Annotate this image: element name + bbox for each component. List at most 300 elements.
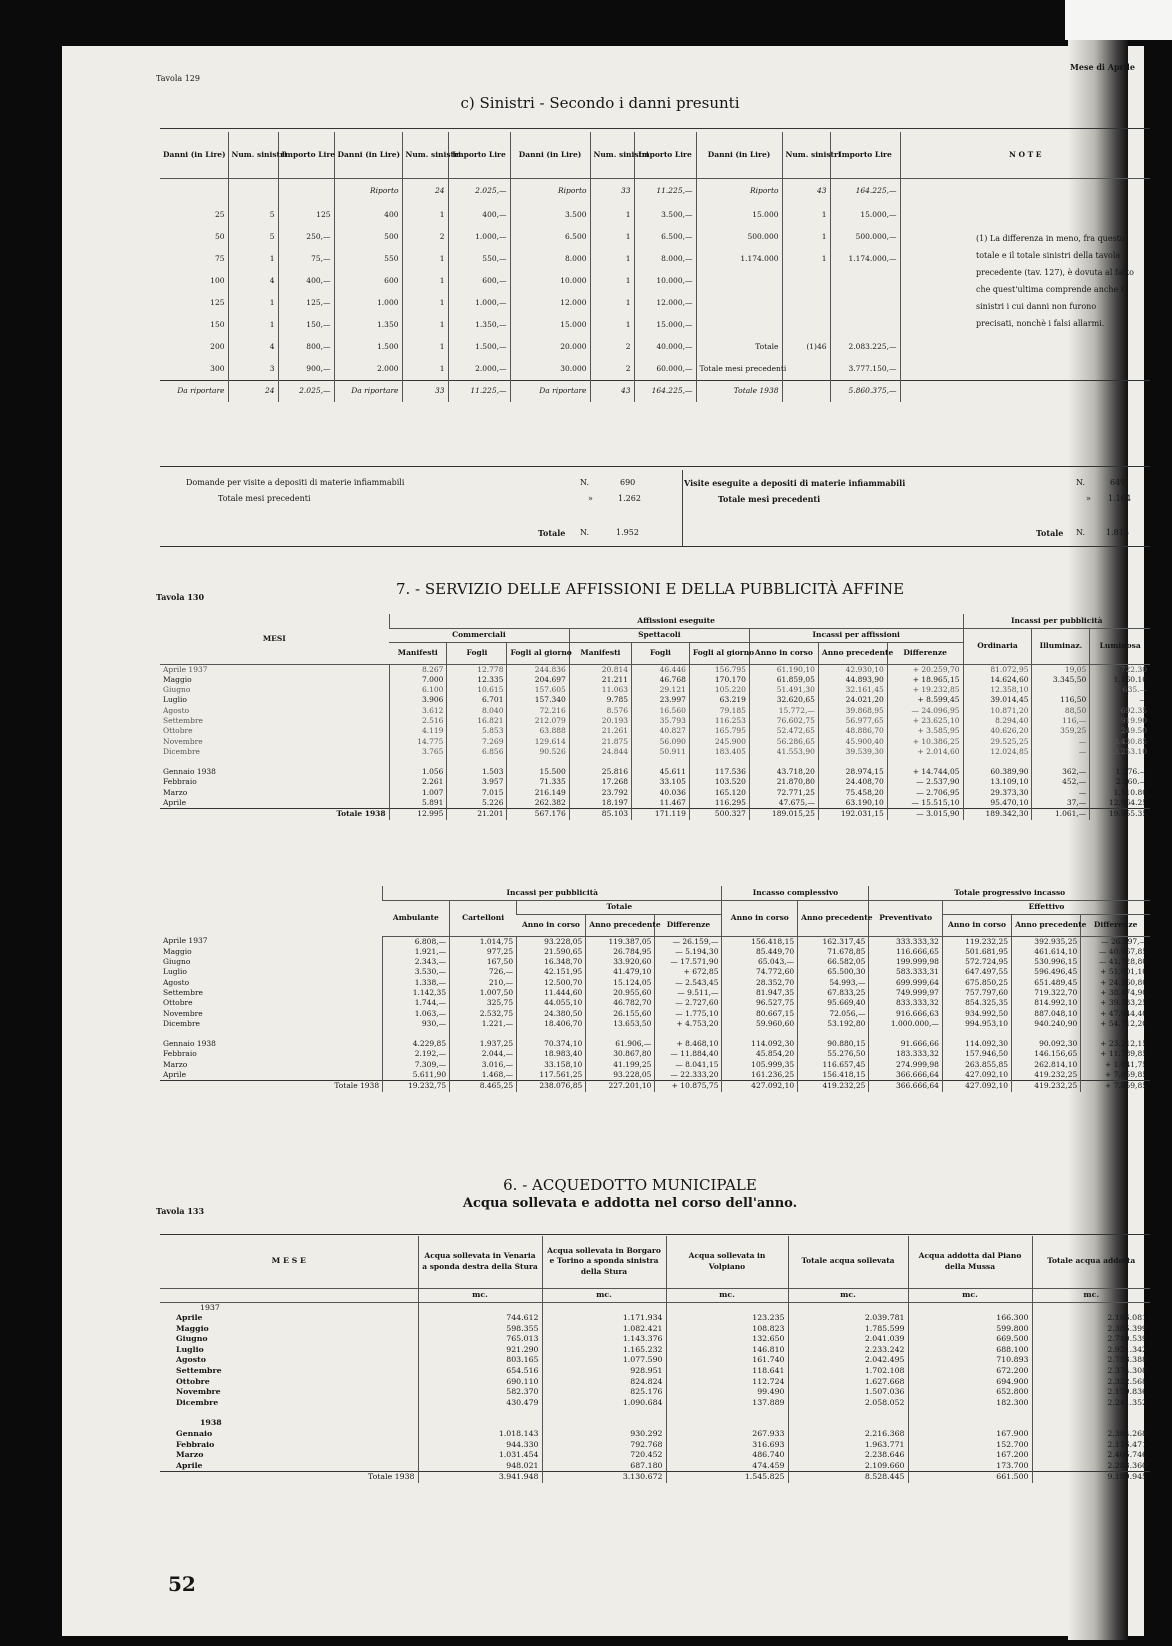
table-cell: Agosto [176,1355,206,1365]
table-cell: 45.611 [632,767,690,777]
incassi-col-header: Anno precedente [586,914,655,936]
table-cell: 25 [214,209,225,219]
table-cell: 1.142,35 [383,988,450,998]
table-cell: 108.823 [666,1324,788,1335]
table-cell: + 8.599,45 [887,695,963,705]
table-cell: 15.124,05 [586,978,655,988]
table-cell: 1.174.000,— [830,248,900,270]
table-cell: 85.103 [569,809,631,820]
table-cell [542,1418,666,1429]
table-cell: 72.216 [507,706,569,716]
table-cell: — 2.727,60 [655,998,722,1008]
table-cell: 5.860.375,— [830,380,900,402]
table-cell: 12.000 [510,292,590,314]
table-cell: 156.795 [689,664,749,675]
table-cell: 3.612 [389,706,447,716]
table-cell: 688.100 [908,1345,1032,1356]
table-cell: 3 [228,358,278,380]
table-cell: 8.000 [510,248,590,270]
table-cell: 2.753.388 [1032,1355,1150,1366]
table-cell: 7.000 [389,675,447,685]
table-cell: Totale 1938 [696,380,782,402]
table-cell: 245.900 [689,737,749,747]
table-cell: Totale 1938 [160,1081,383,1092]
incassi-col-header: Preventivato [869,900,942,936]
affissioni-col-header: Differenze [887,642,963,664]
table-cell: 216.149 [507,788,569,798]
table-cell: 1.921,— [383,947,450,957]
table-cell [586,1029,655,1039]
table-cell: 300 [210,363,225,373]
da-riportare-row [160,380,1150,402]
table-cell: — 26.159,— [655,936,722,947]
table-cell: 249.50 [1090,726,1150,736]
table-cell: 1.031.454 [418,1450,542,1461]
col-incassi-pubbl: Incassi per pubblicità [383,886,722,900]
table-cell: 114.092,30 [722,1039,798,1049]
table-cell: + 10.875,75 [655,1081,722,1092]
table-cell: 1.000,— [448,226,510,248]
table-cell: Dicembre [176,1397,219,1407]
affissioni-row [160,798,1150,809]
table-cell: 6.701 [447,695,507,705]
table-cell: Riporto [334,178,402,204]
table-cell: 1 [402,314,448,336]
table-cell: 116.666,65 [869,947,942,957]
visite-l2-v: 1.262 [618,494,641,503]
table-cell: 1.077.590 [542,1355,666,1366]
table-cell: Ottobre [176,1376,210,1386]
table-cell: 6.500,— [634,226,696,248]
affissioni-title: 7. - SERVIZIO DELLE AFFISSIONI E DELLA PUBBLICITÀ AFFINE [395,580,905,598]
table-cell: 749.999,97 [869,988,942,998]
table-cell [798,1029,869,1039]
affissioni-col-header: Fogli al giorno [689,642,749,664]
table-cell: 833.333,32 [869,998,942,1008]
table-cell: 112.724 [666,1377,788,1388]
table-cell: 1.082.421 [542,1324,666,1335]
table-cell: 167.200 [908,1450,1032,1461]
table-cell: 366.666,64 [869,1070,942,1081]
table-cell: Aprile [163,1070,187,1080]
affissioni-col-header: Fogli [447,642,507,664]
table-cell: 2.000 [334,358,402,380]
table-cell [418,1418,542,1429]
table-cell: Luglio [163,967,187,977]
affissioni-row [160,664,1150,675]
table-cell: 2.000,— [448,358,510,380]
table-cell [1032,685,1090,695]
table-cell: 16.821 [447,716,507,726]
table-cell: 2.039.781 [788,1313,908,1324]
col-incassi-pubblicita: Incassi per pubblicità [963,614,1150,628]
table-cell: + 51.001,10 [1081,967,1150,977]
table-cell [632,757,690,767]
table-cell: 29.121 [632,685,690,695]
table-cell [782,314,830,336]
table-cell: 652.800 [908,1387,1032,1398]
table-cell: Settembre [163,987,203,997]
table-cell: 1.338,— [383,978,450,988]
incassi-col-header: Anno in corso [722,900,798,936]
table-cell: — 3.015,90 [887,809,963,820]
table-cell: Gennaio 1938 [163,1039,216,1049]
table-cell: 15.772,— [749,706,818,716]
table-cell: 43.718,20 [749,767,818,777]
table-cell: 16.560 [632,706,690,716]
table-cell: 66.582,05 [798,957,869,967]
affissioni-row [160,767,1150,777]
table-cell: 39.539,30 [818,747,887,757]
table-cell: 887.048,10 [1012,1009,1081,1019]
table-cell: Totale 1938 [160,809,389,820]
table-cell: 3.016,— [450,1060,517,1070]
table-cell: + 19.232,85 [887,685,963,695]
incassi-row [160,1039,1150,1049]
table-cell: 189.342,30 [963,809,1032,820]
table-cell [160,1029,383,1039]
col-totale-progressivo: Totale progressivo incasso [869,886,1150,900]
table-cell: Da riportare [334,380,402,402]
table-cell: Settembre [176,1366,222,1376]
table-cell: 600,— [448,270,510,292]
table-cell [1081,1029,1150,1039]
table-cell: + 4.753,20 [655,1019,722,1029]
table-cell: 71.335 [507,777,569,787]
table-cell: 32.161,45 [818,685,887,695]
table-cell: 1.503 [447,767,507,777]
table-cell: 1.061,— [1032,809,1090,820]
table-cell: 18.406,70 [517,1019,586,1029]
table-cell: 25.816 [569,767,631,777]
table-cell: Totale mesi precedenti [696,358,782,380]
table-cell: 1.937,25 [450,1039,517,1049]
table-cell: 118.641 [666,1366,788,1377]
table-cell: 8.528.445 [788,1472,908,1483]
table-cell: 71.678,85 [798,947,869,957]
table-cell: 12.000,— [634,292,696,314]
table-cell: 262.382 [507,798,569,809]
table-cell: 90.526 [507,747,569,757]
table-cell: 916.666,63 [869,1009,942,1019]
table-cell: 1.500,— [448,336,510,358]
affissioni-total-row [160,809,1150,820]
affissioni-row [160,685,1150,695]
table-cell: 5.611,90 [383,1070,450,1081]
note-cell [900,178,1150,204]
table-cell: 1.744,— [383,998,450,1008]
table-cell: 24.021,20 [818,695,887,705]
table-cell: 977,25 [450,947,517,957]
table-cell: 65.043,— [722,957,798,967]
table-cell: + 7.859,85 [1081,1081,1150,1092]
table-cell: 24 [402,178,448,204]
table-cell: 1 [782,248,830,270]
table-cell: 166.300 [908,1313,1032,1324]
table-cell: Da riportare [510,380,590,402]
month-label: Mese di Aprile [1070,62,1135,72]
table-cell: 5.891 [389,798,447,809]
table-cell: 15.500 [507,767,569,777]
table-cell: 105.220 [689,685,749,695]
affissioni-col-header: Manifesti [389,642,447,664]
note-cell [900,380,1150,402]
table-cell [666,1418,788,1429]
table-cell: 41.553,90 [749,747,818,757]
table-cell: 15.000,— [634,314,696,336]
table-cell: 19.232,75 [383,1081,450,1092]
table-cell: 204.697 [507,675,569,685]
acqua-row [160,1334,1150,1345]
table-cell: Totale [696,336,782,358]
col-incassi-affissioni: Incassi per affissioni [749,628,963,642]
table-cell: 45.854,20 [722,1049,798,1059]
table-cell: 2.160.— [1090,777,1150,787]
visite-l3-n: N. [580,528,590,537]
table-cell: 146.156,65 [1012,1049,1081,1059]
table-cell: 661.500 [908,1472,1032,1483]
table-cell: 419.232,25 [1012,1070,1081,1081]
col-totale: Totale [517,900,722,914]
acqua-row [160,1461,1150,1472]
table-cell: 99.490 [666,1387,788,1398]
table-cell [160,757,389,767]
sinistri-col-header: Importo Lire [830,132,900,178]
acqua-row [160,1387,1150,1398]
table-cell: Novembre [163,1008,203,1018]
incassi-row [160,957,1150,967]
table-cell: 854.325,35 [942,998,1011,1008]
acqua-col-header: Totale acqua addotta [1032,1236,1150,1288]
table-cell: 792.768 [542,1440,666,1451]
table-cell [830,314,900,336]
table-cell: Maggio [163,946,192,956]
visite-r1-v: 649 [1110,478,1126,487]
table-cell: 125 [210,297,225,307]
col-effettivo: Effettivo [942,900,1150,914]
table-cell: 6.500 [510,226,590,248]
acqua-row [160,1324,1150,1335]
table-cell: 800,— [278,336,334,358]
table-cell: 13.653,50 [586,1019,655,1029]
acqua-table [160,1236,1150,1483]
table-cell [418,1302,542,1313]
table-cell: 156.418,15 [722,936,798,947]
table-cell: 1.000.000,— [869,1019,942,1029]
table-cell: 2.385.399 [1032,1324,1150,1335]
table-cell: 692.35 [1090,706,1150,716]
table-cell: 75,— [278,248,334,270]
table-cell [689,757,749,767]
sinistri-col-header: Num. sinistri [402,132,448,178]
affissioni-row [160,706,1150,716]
table-cell: 7.269 [447,737,507,747]
incassi-row [160,1060,1150,1070]
table-cell: 41.479,10 [586,967,655,977]
table-cell: + 14.744,05 [887,767,963,777]
table-cell: 8.465,25 [450,1081,517,1092]
table-cell: 930,— [383,1019,450,1029]
visite-r3-n: N. [1076,528,1086,537]
tavola-133: Tavola 133 [156,1206,205,1216]
table-cell: Riporto [510,178,590,204]
incassi-col-header: Anno in corso [517,914,586,936]
table-cell: 14.775 [389,737,447,747]
table-cell: 400,— [448,204,510,226]
table-cell: — 41.728,80 [1081,957,1150,967]
table-cell: 2.109.660 [788,1461,908,1472]
table-cell: 30.867,80 [586,1049,655,1059]
table-cell: 2.241.352 [1032,1398,1150,1409]
table-cell: 45.900,40 [818,737,887,747]
table-cell: 47.675,— [749,798,818,809]
table-cell: 227.201,10 [586,1081,655,1092]
table-cell: 1.545.825 [666,1472,788,1483]
acqua-unit: mc. [788,1288,908,1302]
page-number: 52 [168,1572,196,1596]
table-cell [569,757,631,767]
table-cell: 165.120 [689,788,749,798]
table-cell: 1.350 [334,314,402,336]
table-cell [696,270,782,292]
visite-r2-v: 1.164 [1108,494,1131,503]
tavola-130: Tavola 130 [156,592,205,602]
table-cell: Agosto [163,977,190,987]
table-cell: 400 [334,204,402,226]
table-cell: 46.768 [632,675,690,685]
table-cell: 500.000,— [830,226,900,248]
table-cell: 170.170 [689,675,749,685]
table-cell: 90.880,15 [798,1039,869,1049]
table-cell: 359,25 [1032,726,1090,736]
table-cell: Dicembre [163,746,200,756]
table-cell: 5 [228,226,278,248]
table-cell: 2.233.242 [788,1345,908,1356]
incassi-row [160,998,1150,1008]
sinistri-col-header: Danni (in Lire) [696,132,782,178]
table-cell: 40.000,— [634,336,696,358]
table-cell: 1 [402,336,448,358]
acqua-unit: mc. [542,1288,666,1302]
table-cell: Dicembre [163,1018,200,1028]
table-cell [782,270,830,292]
table-cell: 2 [402,226,448,248]
rule [160,128,1150,129]
acqua-unit: mc. [666,1288,788,1302]
table-cell: 2.192,— [383,1049,450,1059]
sinistri-col-header: Danni (in Lire) [334,132,402,178]
table-cell: 2.116.471 [1032,1440,1150,1451]
table-cell [782,380,830,402]
table-cell: 119.232,25 [942,936,1011,947]
table-cell [278,178,334,204]
table-cell: 103.520 [689,777,749,787]
table-cell: 75.458,20 [818,788,887,798]
table-cell: 530.996,15 [1012,957,1081,967]
visite-l3-v: 1.952 [616,528,639,537]
affissioni-row [160,695,1150,705]
table-cell: 59.960,60 [722,1019,798,1029]
table-cell: — 22.333,20 [655,1070,722,1081]
table-cell: + 23.625,10 [887,716,963,726]
table-cell: 182.300 [908,1398,1032,1409]
table-cell: Novembre [163,736,203,746]
table-cell: 500 [334,226,402,248]
table-cell: 690.110 [418,1377,542,1388]
table-cell: 1 [402,358,448,380]
table-cell: 11.225,— [448,380,510,402]
table-cell: 2 [590,336,634,358]
table-cell: 4.119 [389,726,447,736]
table-cell: 192.031,15 [818,809,887,820]
table-cell: 2.058.052 [788,1398,908,1409]
table-cell: 3.777.150,— [830,358,900,380]
acqua-row [160,1345,1150,1356]
table-cell: 3.500 [510,204,590,226]
table-cell: 40.036 [632,788,690,798]
table-cell: 85.449,70 [722,947,798,957]
table-cell: + 24.360,80 [1081,978,1150,988]
table-cell [830,292,900,314]
col [160,886,383,936]
affissioni-row [160,675,1150,685]
note-cell [900,204,1150,226]
table-cell: 944.330 [418,1440,542,1451]
table-cell: Maggio [176,1323,209,1333]
table-cell [963,757,1032,767]
table-cell: 262.814,10 [1012,1060,1081,1070]
table-cell: 6.100 [389,685,447,695]
table-cell [722,1029,798,1039]
table-cell: 116.295 [689,798,749,809]
affissioni-row [160,737,1150,747]
table-cell: 9.189.945 [1032,1472,1150,1483]
table-cell: 2.042.495 [788,1355,908,1366]
table-cell: + 20.259,70 [887,664,963,675]
table-cell: — [1032,788,1090,798]
table-cell: 167.900 [908,1429,1032,1440]
table-cell: Marzo [176,1450,204,1460]
incassi-col-header: Anno precedente [1012,914,1081,936]
table-cell: 10.615 [447,685,507,695]
table-cell: 4 [228,270,278,292]
table-cell: 2.343,— [383,957,450,967]
table-cell: 900,— [278,358,334,380]
table-cell: 675.850,25 [942,978,1011,988]
table-cell: 19,05 [1032,664,1090,675]
sinistri-col-header: Danni (in Lire) [160,132,228,178]
table-cell: 200 [210,341,225,351]
table-cell: 500.000 [696,226,782,248]
table-cell: 1 [402,292,448,314]
table-cell: 212.079 [507,716,569,726]
table-cell [696,314,782,336]
table-cell: 20.955,60 [586,988,655,998]
table-cell: 744.612 [418,1313,542,1324]
table-cell: 48.886,70 [818,726,887,736]
table-cell: 61.859,05 [749,675,818,685]
table-cell: 1 [590,248,634,270]
table-cell: 1 [228,292,278,314]
table-cell: 93.228,05 [517,936,586,947]
table-cell: 1.007,50 [450,988,517,998]
sinistri-col-header: Importo Lire [278,132,334,178]
table-cell: 474.459 [666,1461,788,1472]
visite-l1-v: 690 [620,478,636,487]
table-cell: 765.013 [418,1334,542,1345]
table-cell: (1)46 [782,336,830,358]
table-cell: 3.941.948 [418,1472,542,1483]
